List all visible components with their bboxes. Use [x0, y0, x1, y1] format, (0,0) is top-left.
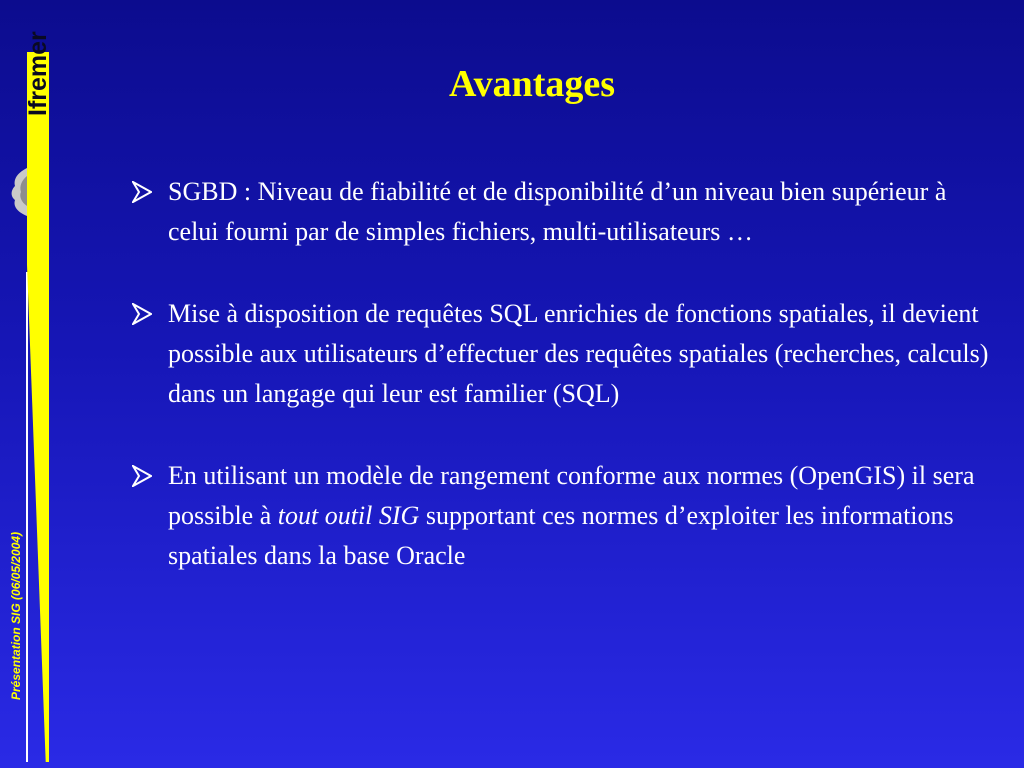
bullet-item — [132, 172, 992, 252]
sidebar-divider-line — [26, 272, 28, 762]
arrow-bullet-icon — [132, 172, 160, 212]
presentation-caption: Présentation SIG (06/05/2004) — [9, 531, 23, 700]
slide-title: Avantages — [448, 63, 616, 105]
ifremer-logo-icon — [9, 166, 29, 218]
bullet-item — [132, 294, 992, 414]
arrow-bullet-icon — [132, 294, 160, 334]
logo-text: Ifremer — [24, 31, 52, 116]
arrow-bullet-icon — [132, 456, 160, 496]
bullet-list — [132, 172, 992, 618]
bullet-text-part: supportant ces normes d’exploiter les informations spatiales dans la base Oracle — [168, 501, 954, 570]
bullet-text-part: En utilisant un modèle de rangement conforme aux normes (OpenGIS) il sera possible à — [168, 461, 975, 530]
bullet-text-emphasis: tout outil SIG — [277, 501, 420, 530]
sidebar-yellow-band — [27, 52, 49, 762]
bullet-item — [132, 456, 992, 576]
bullet-text: SGBD : Niveau de fiabilité et de disponibilité d’un niveau bien supérieur à celui fourni par de simples fichiers, multi-utilisateurs … — [168, 177, 947, 246]
bullet-text: Mise à disposition de requêtes SQL enrichies de fonctions spatiales, il devient possible aux utilisateurs d’effectuer des requêtes spatiales (recherches, calculs) dans un langage qui leur est familier (SQL) — [168, 299, 989, 408]
